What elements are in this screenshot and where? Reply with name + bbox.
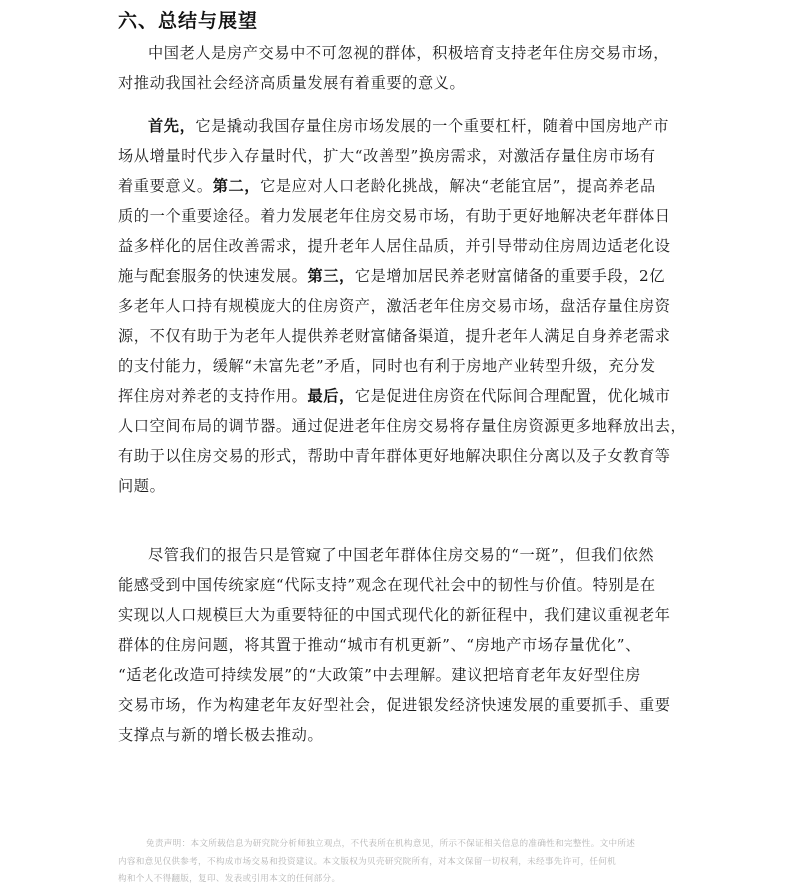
paragraph-line: [118, 111, 692, 141]
paragraph-line: 中国老人是房产交易中不可忽视的群体，积极培育支持老年住房交易市场，: [148, 44, 669, 62]
disclaimer-line: 免责声明：本文所载信息为研究院分析师独立观点，不代表所在机构意见，所示不保证相关信息的准确性和完整性。文中所述: [146, 839, 636, 849]
paragraph-line: [118, 381, 692, 411]
paragraph-line: 问题。: [118, 477, 166, 495]
disclaimer-line: 构和个人不得翻版，复印、发表或引用本文的任何部分。: [118, 874, 341, 884]
paragraph-line: 多老年人口持有规模庞大的住房资产，激活老年住房交易市场，盘活存量住房资: [118, 297, 671, 315]
paragraph-line: 能感受到中国传统家庭“代际支持”观念在现代社会中的韧性与价值。特别是在: [118, 576, 656, 594]
paragraph-line: 源，不仅有助于为老年人提供养老财富储备渠道，提升老年人满足自身养老需求: [118, 327, 671, 345]
line-text: 它是促进住房资在代际间合理配置，优化城市: [354, 387, 671, 405]
line-text: 着重要意义。: [118, 177, 213, 195]
paragraph-line: [118, 171, 692, 201]
bold-lead-second: 第二，: [212, 177, 261, 195]
paragraph-line: 的支付能力，缓解“未富先老”矛盾，同时也有利于房地产业转型升级，充分发: [118, 357, 656, 375]
paragraph-intro: [118, 38, 692, 98]
paragraph-line: 质的一个重要途径。着力发展老年住房交易市场，有助于更好地解决老年群体日: [118, 207, 671, 225]
paragraph-line: 人口空间布局的调节器。通过促进老年住房交易将存量住房资源更多地释放出去，: [118, 417, 687, 435]
paragraph-line: 实现以人口规模巨大为重要特征的中国式现代化的新征程中，我们建议重视老年: [118, 606, 671, 624]
paragraph-line: 对推动我国社会经济高质量发展有着重要的意义。: [118, 74, 466, 92]
paragraph-line: “适老化改造可持续发展”的“大政策”中去理解。建议把培育老年友好型住房: [118, 666, 641, 684]
paragraph-line: [118, 261, 692, 291]
paragraph-line: 群体的住房问题，将其置于推动“城市有机更新”、“房地产市场存量优化”、: [118, 636, 641, 654]
section-heading: 六、总结与展望: [118, 10, 259, 32]
paragraph-line: 尽管我们的报告只是管窥了中国老年群体住房交易的“一斑”，但我们依然: [148, 546, 655, 564]
line-text: 施与配套服务的快速发展。: [118, 267, 308, 285]
bold-lead-last: 最后，: [307, 387, 355, 405]
line-text: 它是应对人口老龄化挑战，解决“老能宜居”，提高养老品: [260, 177, 656, 195]
disclaimer-line: 内容和意见仅供参考，不构成市场交易和投资建议。本文版权为贝壳研究院所有，对本文保留一切权利，未经事先许可，任何机: [118, 856, 617, 867]
line-text: 挥住房对养老的支持作用。: [118, 387, 308, 405]
paragraph-line: 场从增量时代步入存量时代，扩大“改善型”换房需求，对激活存量住房市场有: [118, 147, 656, 165]
bold-lead-first: 首先，: [148, 117, 196, 135]
paragraph-conclusion: [118, 540, 692, 750]
disclaimer-footer: [118, 836, 693, 889]
line-text: 它是撬动我国存量住房市场发展的一个重要杠杆，随着中国房地产市: [195, 117, 669, 135]
paragraph-line: 支撑点与新的增长极去推动。: [118, 726, 324, 744]
paragraph-line: 有助于以住房交易的形式，帮助中青年群体更好地解决职住分离以及子女教育等: [118, 447, 671, 465]
paragraph-line: 交易市场，作为构建老年友好型社会，促进银发经济快速发展的重要抓手、重要: [118, 696, 671, 714]
line-text: 它是增加居民养老财富储备的重要手段，2亿: [354, 267, 666, 285]
bold-lead-third: 第三，: [307, 267, 355, 285]
paragraph-reasons: [118, 111, 692, 501]
paragraph-line: 益多样化的居住改善需求，提升老年人居住品质，并引导带动住房周边适老化设: [118, 237, 671, 255]
